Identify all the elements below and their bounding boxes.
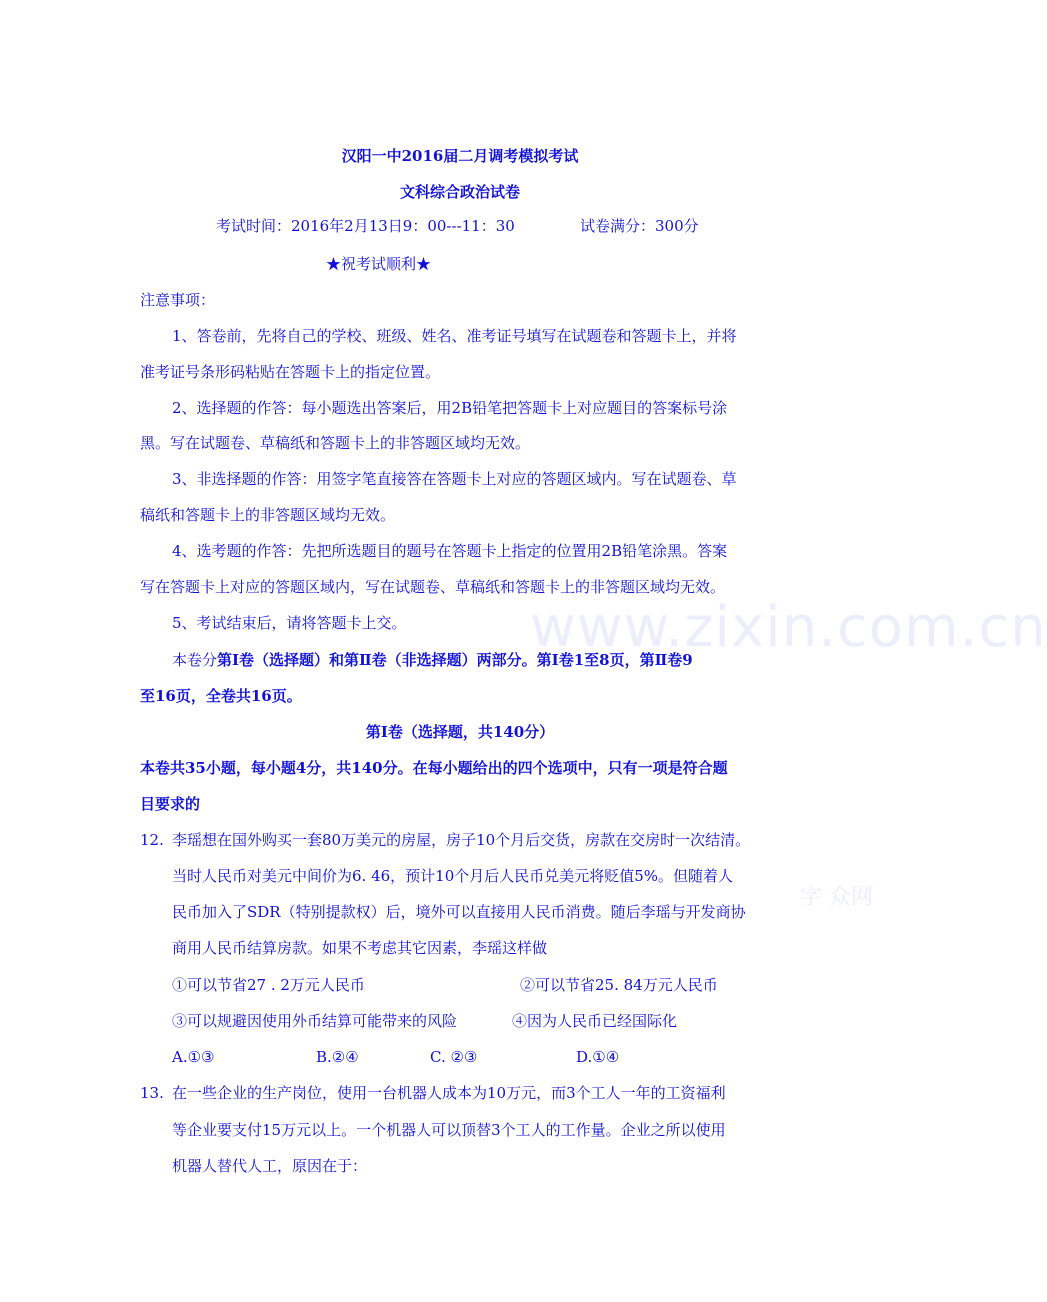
note-3-line-2: 稿纸和答题卡上的非答题区域均无效。 xyxy=(140,506,396,524)
question-13-line-2: 等企业要支付15万元以上。一个机器人可以顶替3个工人的工作量。企业之所以使用 xyxy=(172,1121,726,1139)
question-12-option-2: ②可以节省25. 84万元人民币 xyxy=(520,976,718,994)
question-12-choice-b: B.②④ xyxy=(316,1048,359,1066)
question-12-line-1: 李瑶想在国外购买一套80万美元的房屋，房子10个月后交货，房款在交房时一次结清。 xyxy=(172,831,751,849)
question-13-line-3: 机器人替代人工，原因在于： xyxy=(172,1157,368,1175)
question-12-choice-c: C. ②③ xyxy=(430,1048,478,1066)
structure-line-1 xyxy=(172,650,693,670)
section-1-instruction-line-2: 目要求的 xyxy=(140,795,201,813)
note-4-line-1: 4、选考题的作答：先把所选题目的题号在答题卡上指定的位置用2B铅笔涂黑。答案 xyxy=(172,542,728,560)
structure-line-2: 至16页，全卷共16页。 xyxy=(140,687,302,705)
question-13-line-1: 在一些企业的生产岗位，使用一台机器人成本为10万元，而3个工人一年的工资福利 xyxy=(172,1084,726,1102)
question-12-option-4: ④因为人民币已经国际化 xyxy=(512,1012,678,1030)
note-1-line-2: 准考证号条形码粘贴在答题卡上的指定位置。 xyxy=(140,363,441,381)
note-2-line-1: 2、选择题的作答：每小题选出答案后，用2B铅笔把答题卡上对应题目的答案标号涂 xyxy=(172,399,728,417)
question-12-option-3: ③可以规避因使用外币结算可能带来的风险 xyxy=(172,1012,458,1030)
question-12-line-2: 当时人民币对美元中间价为6. 46，预计10个月后人民币兑美元将贬值5%。但随着人 xyxy=(172,867,734,885)
watermark: www.zixin.com.cn xyxy=(530,595,1047,660)
note-2-line-2: 黑。写在试题卷、草稿纸和答题卡上的非答题区域均无效。 xyxy=(140,434,531,452)
note-5: 5、考试结束后，请将答题卡上交。 xyxy=(172,614,407,632)
question-12-line-3: 民币加入了SDR（特别提款权）后，境外可以直接用人民币消费。随后李瑶与开发商协 xyxy=(172,903,746,921)
notes-heading: 注意事项： xyxy=(140,291,216,309)
section-1-instruction-line-1: 本卷共35小题，每小题4分，共140分。在每小题给出的四个选项中，只有一项是符合题 xyxy=(140,759,728,777)
exam-subtitle: 文科综合政治试卷 xyxy=(399,183,520,201)
question-13-number: 13. xyxy=(140,1084,164,1102)
structure-detail: 第Ⅰ卷（选择题）和第Ⅱ卷（非选择题）两部分。第Ⅰ卷1至8页，第Ⅱ卷9 xyxy=(217,651,693,669)
exam-time: 考试时间：2016年2月13日9：00---11：30 xyxy=(216,217,515,235)
watermark-secondary: 字 众网 xyxy=(800,885,873,910)
structure-prefix: 本卷分 xyxy=(172,651,218,669)
question-12-choice-a: A.①③ xyxy=(172,1048,215,1066)
section-1-title: 第Ⅰ卷（选择题，共140分） xyxy=(365,723,555,741)
good-luck-wish: ★祝考试顺利★ xyxy=(326,255,432,273)
note-1-line-1: 1、答卷前，先将自己的学校、班级、姓名、准考证号填写在试题卷和答题卡上，并将 xyxy=(172,327,737,345)
note-4-line-2: 写在答题卡上对应的答题区域内，写在试题卷、草稿纸和答题卡上的非答题区域均无效。 xyxy=(140,578,726,596)
exam-title: 汉阳一中2016届二月调考模拟考试 xyxy=(341,147,579,165)
full-score: 试卷满分：300分 xyxy=(580,217,699,235)
question-12-line-4: 商用人民币结算房款。如果不考虑其它因素，李瑶这样做 xyxy=(172,939,548,957)
note-3-line-1: 3、非选择题的作答：用签字笔直接答在答题卡上对应的答题区域内。写在试题卷、草 xyxy=(172,470,737,488)
question-12-choice-d: D.①④ xyxy=(576,1048,620,1066)
question-12-number: 12. xyxy=(140,831,164,849)
question-12-option-1: ①可以节省27 . 2万元人民币 xyxy=(172,976,365,994)
